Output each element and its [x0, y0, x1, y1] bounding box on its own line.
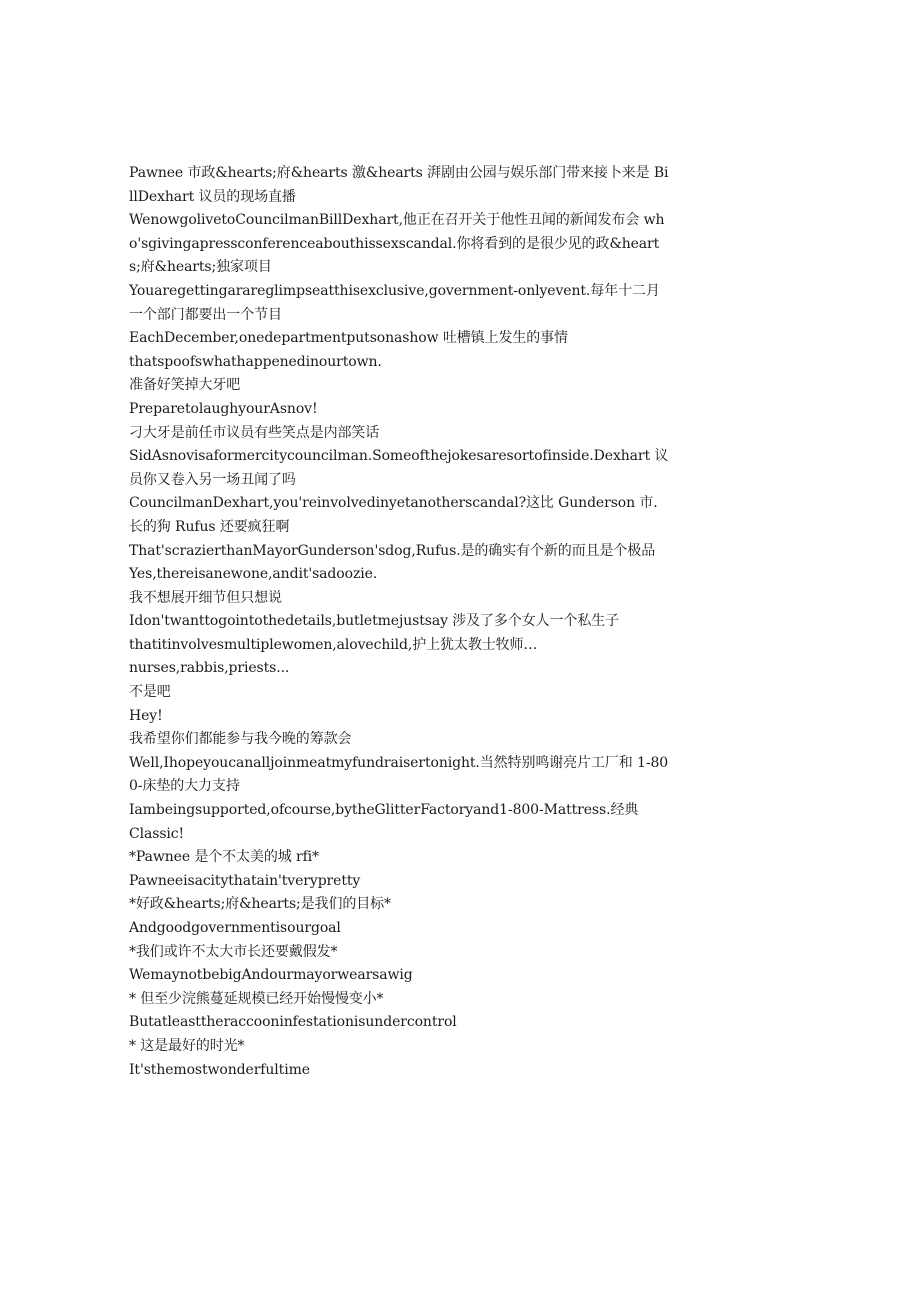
transcript-line: Hey! — [129, 707, 163, 724]
transcript-line: PreparetolaughyourAsnov! — [129, 400, 318, 417]
transcript-line: Andgoodgovernmentisourgoal — [129, 920, 341, 936]
transcript-line: Idon'twanttogointothedetails,butletmejustsay 涉及了多个女人一个私生子 — [129, 613, 620, 630]
transcript-line: * 这是最好的时光* — [129, 1037, 245, 1054]
transcript-line: WenowgolivetoCouncilmanBillDexhart,他正在召开关于他性丑闻的新闻发布会 who'sgivingapressconferenceabouthissexscandal.你将看到的是很少见的政&hearts;府&hearts;独家项目 — [129, 212, 665, 276]
transcript-line: Pawnee 市政&hearts;府&hearts 激&hearts 湃剧由公园与娱乐部门带来接卜来是 BillDexhart 议员的现场直播 — [129, 165, 669, 205]
transcript-line: Butatleasttheraccooninfestationisundercontrol — [129, 1014, 457, 1031]
transcript-line: Iambeingsupported,ofcourse,bytheGlitterFactoryand1-800-Mattress.经典 — [129, 802, 639, 819]
transcript-line: 准备好笑掉大牙吧 — [129, 377, 241, 394]
transcript-line: Pawneeisacitythatain'tverypretty — [129, 872, 361, 889]
transcript-line: Yes,thereisanewone,andit'sadoozie. — [129, 566, 378, 583]
transcript-line: 不是吧 — [129, 684, 171, 701]
transcript-line: 我不想展开细节但只想说 — [129, 589, 282, 606]
transcript-line: Youaregettingarareglimpseatthisexclusive,government-onlyevent.每年十二月一个部门都要出一个节目 — [129, 282, 660, 323]
transcript-line: That'scrazierthanMayorGunderson'sdog,Rufus.是的确实有个新的而且是个极品 — [129, 542, 656, 559]
transcript-line: *Pawnee 是个不太美的城 rfi* — [129, 849, 319, 866]
transcript-line: thatspoofswhathappenedinourtown. — [129, 353, 382, 370]
transcript-line: 我希望你们都能参与我今晚的筹款会 — [129, 731, 352, 748]
transcript-line: CouncilmanDexhart,you'reinvolvedinyetanotherscandal?这比 Gunderson 市. 长的狗 Rufus 还要疯狂啊 — [129, 495, 658, 535]
transcript-body — [129, 162, 669, 1082]
transcript-line: *好政&hearts;府&hearts;是我们的目标* — [129, 896, 391, 913]
transcript-line: nurses,rabbis,priests... — [129, 660, 290, 677]
transcript-line: EachDecember,onedepartmentputsonashow 吐槽镇上发生的事情 — [129, 330, 568, 347]
transcript-line: thatitinvolvesmultiplewomen,alovechild,护上犹太教士牧师… — [129, 636, 538, 653]
transcript-line: 刁大牙是前任市议员有些笑点是内部笑话 — [129, 424, 380, 441]
transcript-line: SidAsnovisaformercitycouncilman.Someofthejokesaresortofinside.Dexhart 议员你又卷入另一场丑闻了吗 — [129, 448, 669, 488]
transcript-line: Classic! — [129, 825, 185, 842]
transcript-line: It'sthemostwonderfultime — [129, 1061, 310, 1078]
transcript-line: WemaynotbebigAndourmayorwearsawig — [129, 967, 413, 984]
transcript-line: *我们或许不太大市长还要戴假发* — [129, 943, 338, 960]
transcript-line: Well,Ihopeyoucanalljoinmeatmyfundraisertonight.当然特别鸣谢亮片工厂和 1-800-床垫的大力支持 — [129, 754, 669, 795]
transcript-line: * 但至少浣熊蔓延规模已经开始慢慢变小* — [129, 990, 384, 1007]
